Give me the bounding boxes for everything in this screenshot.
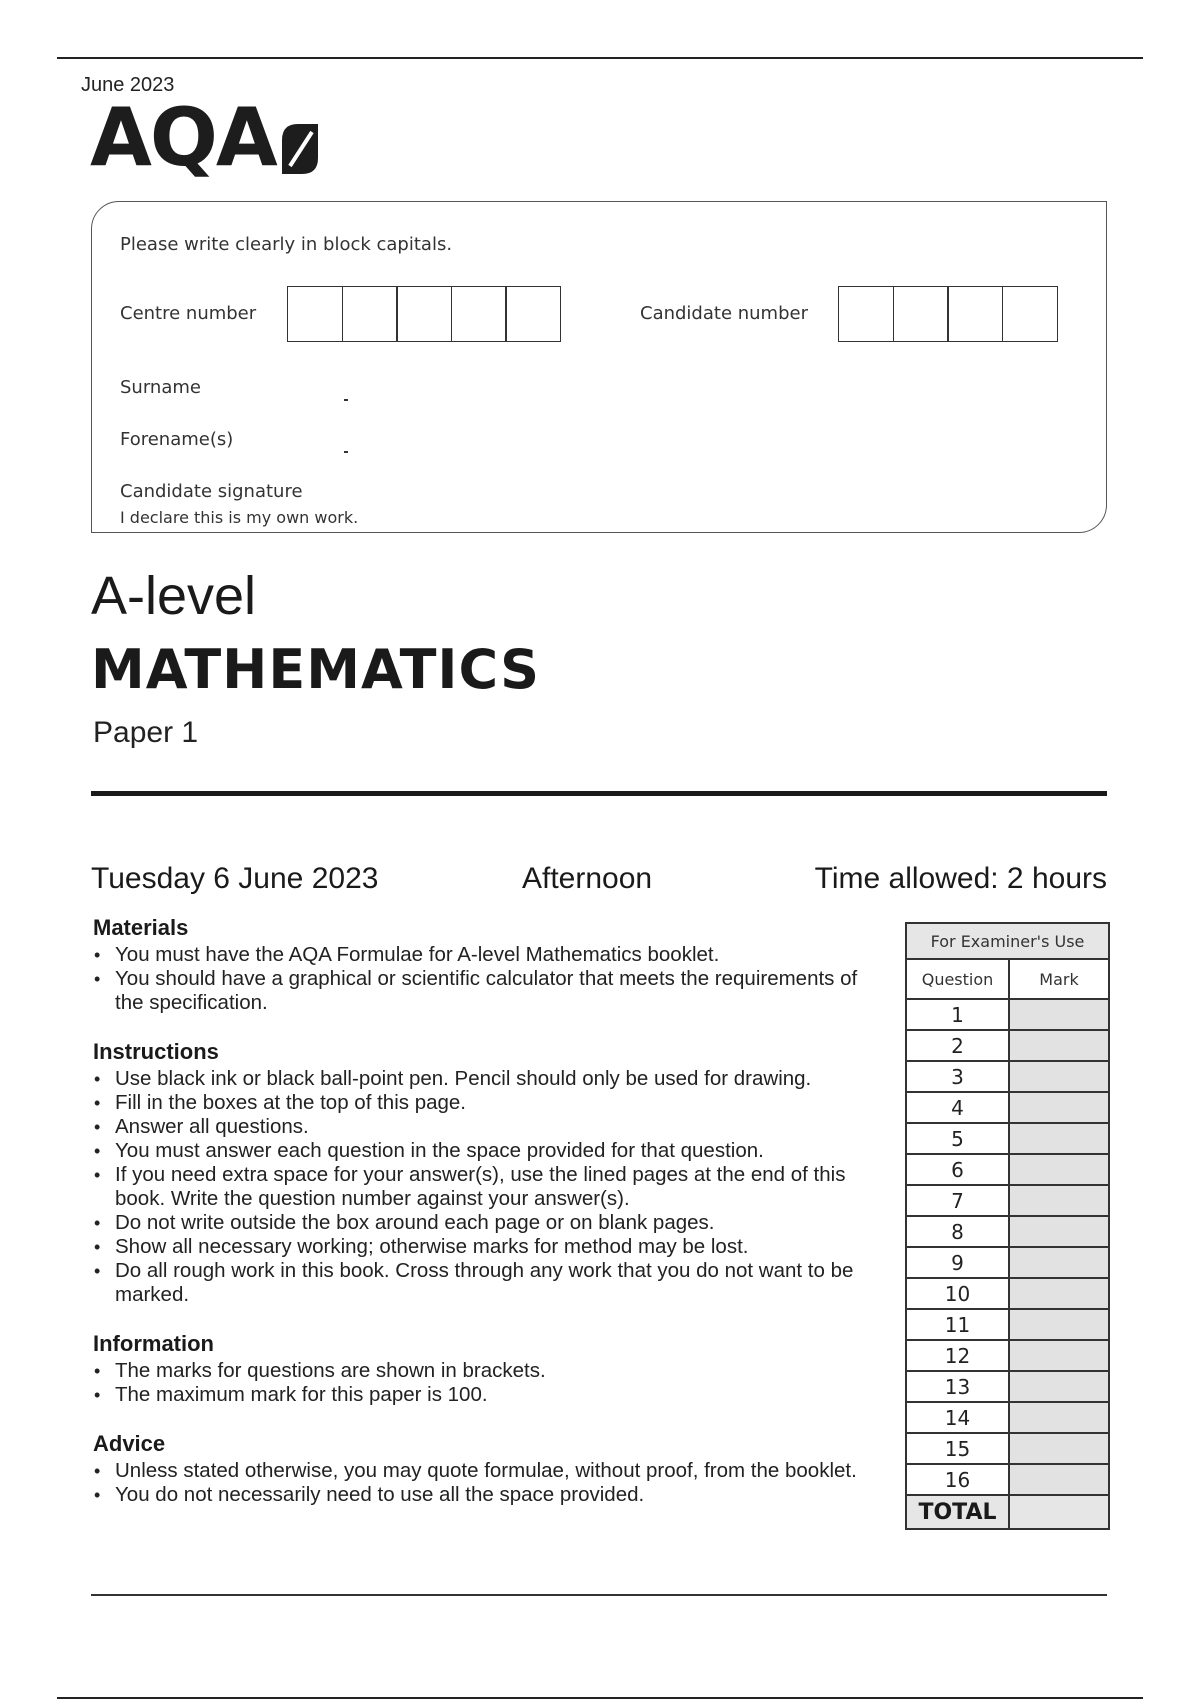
centre-number-boxes[interactable] — [287, 286, 560, 342]
bottom-divider — [91, 1594, 1107, 1596]
list-item: • You should have a graphical or scientific calculator that meets the requirements of the specification. — [91, 967, 891, 1015]
subject-title: MATHEMATICS — [91, 638, 541, 701]
mark-cell — [1009, 1464, 1109, 1495]
mark-cell — [1009, 1216, 1109, 1247]
table-row — [906, 1371, 1109, 1402]
list-item: • Answer all questions. — [91, 1115, 891, 1139]
question-number-cell: 2 — [906, 1030, 1009, 1061]
candidate-digit-box[interactable] — [838, 286, 894, 342]
question-number-cell: 9 — [906, 1247, 1009, 1278]
question-number-cell: 10 — [906, 1278, 1009, 1309]
list-item: • Do all rough work in this book. Cross through any work that you do not want to be marked. — [91, 1259, 891, 1307]
table-row — [906, 1061, 1109, 1092]
materials-section — [91, 915, 891, 1015]
table-row — [906, 1185, 1109, 1216]
question-rows — [906, 999, 1109, 1495]
list-item: • Unless stated otherwise, you may quote formulae, without proof, from the booklet. — [91, 1459, 891, 1483]
total-mark-cell — [1009, 1495, 1109, 1529]
candidate-details-box — [91, 201, 1107, 533]
exam-day: Tuesday 6 June 2023 — [91, 862, 379, 895]
table-row — [906, 1092, 1109, 1123]
surname-field[interactable] — [344, 399, 348, 401]
time-allowed: Time allowed: 2 hours — [814, 862, 1107, 895]
question-number-cell: 15 — [906, 1433, 1009, 1464]
table-row — [906, 1340, 1109, 1371]
exam-session: Afternoon — [522, 862, 653, 895]
list-item: • Show all necessary working; otherwise marks for method may be lost. — [91, 1235, 891, 1259]
list-item: • You must have the AQA Formulae for A-level Mathematics booklet. — [91, 943, 891, 967]
list-item: • Fill in the boxes at the top of this page. — [91, 1091, 891, 1115]
surname-label: Surname — [120, 377, 201, 398]
mark-cell — [1009, 1278, 1109, 1309]
centre-digit-box[interactable] — [342, 286, 398, 342]
exam-date-header: June 2023 — [81, 74, 175, 96]
table-row — [906, 1309, 1109, 1340]
mark-cell — [1009, 999, 1109, 1030]
mark-column-header: Mark — [1009, 959, 1109, 999]
examiner-use-table — [905, 922, 1110, 1530]
mark-cell — [1009, 1030, 1109, 1061]
mark-cell — [1009, 1247, 1109, 1278]
question-number-cell: 1 — [906, 999, 1009, 1030]
centre-digit-box[interactable] — [451, 286, 507, 342]
table-row — [906, 1216, 1109, 1247]
mark-cell — [1009, 1185, 1109, 1216]
total-label: TOTAL — [906, 1495, 1009, 1529]
examiner-table-title: For Examiner's Use — [906, 923, 1109, 959]
materials-heading: Materials — [93, 915, 189, 940]
mark-cell — [1009, 1092, 1109, 1123]
mark-cell — [1009, 1340, 1109, 1371]
question-number-cell: 14 — [906, 1402, 1009, 1433]
question-number-cell: 6 — [906, 1154, 1009, 1185]
instructions-section — [91, 1039, 891, 1307]
question-number-cell: 3 — [906, 1061, 1009, 1092]
title-divider — [91, 791, 1107, 796]
mark-cell — [1009, 1061, 1109, 1092]
page-bottom-rule — [57, 1697, 1143, 1699]
list-item: • The marks for questions are shown in brackets. — [91, 1359, 891, 1383]
mark-cell — [1009, 1154, 1109, 1185]
information-heading: Information — [93, 1331, 214, 1356]
declaration-text: I declare this is my own work. — [120, 508, 359, 527]
list-item: • You do not necessarily need to use all the space provided. — [91, 1483, 891, 1507]
candidate-digit-box[interactable] — [893, 286, 949, 342]
list-item: • If you need extra space for your answer(s), use the lined pages at the end of this book. Write the question number against your answer(s). — [91, 1163, 891, 1211]
top-rule — [57, 57, 1143, 59]
centre-digit-box[interactable] — [396, 286, 452, 342]
table-row — [906, 1154, 1109, 1185]
instructions-heading: Instructions — [93, 1039, 219, 1064]
table-row — [906, 1278, 1109, 1309]
centre-number-label: Centre number — [120, 303, 257, 324]
mark-cell — [1009, 1309, 1109, 1340]
mark-cell — [1009, 1123, 1109, 1154]
candidate-digit-box[interactable] — [947, 286, 1003, 342]
aqa-leaf-icon — [280, 118, 320, 176]
block-capitals-instruction: Please write clearly in block capitals. — [120, 234, 453, 255]
mark-cell — [1009, 1402, 1109, 1433]
aqa-logo — [90, 91, 320, 184]
question-number-cell: 5 — [906, 1123, 1009, 1154]
list-item: • Use black ink or black ball-point pen. Pencil should only be used for drawing. — [91, 1067, 891, 1091]
advice-heading: Advice — [93, 1431, 166, 1456]
paper-number: Paper 1 — [93, 716, 199, 749]
table-row — [906, 1247, 1109, 1278]
information-section — [91, 1331, 891, 1407]
question-column-header: Question — [906, 959, 1009, 999]
question-number-cell: 11 — [906, 1309, 1009, 1340]
table-row — [906, 1402, 1109, 1433]
list-item: • You must answer each question in the space provided for that question. — [91, 1139, 891, 1163]
signature-label: Candidate signature — [120, 481, 303, 502]
candidate-number-boxes[interactable] — [838, 286, 1056, 342]
table-row — [906, 1433, 1109, 1464]
table-row — [906, 1030, 1109, 1061]
question-number-cell: 13 — [906, 1371, 1009, 1402]
question-number-cell: 8 — [906, 1216, 1009, 1247]
instructions-panel — [91, 915, 891, 1531]
centre-digit-box[interactable] — [287, 286, 343, 342]
list-item: • Do not write outside the box around each page or on blank pages. — [91, 1211, 891, 1235]
aqa-logo-text: AQA — [90, 91, 276, 184]
forenames-label: Forename(s) — [120, 429, 234, 450]
table-row — [906, 1123, 1109, 1154]
table-row — [906, 999, 1109, 1030]
question-number-cell: 12 — [906, 1340, 1009, 1371]
forenames-field[interactable] — [344, 451, 348, 453]
mark-cell — [1009, 1433, 1109, 1464]
mark-cell — [1009, 1371, 1109, 1402]
candidate-digit-box[interactable] — [1002, 286, 1058, 342]
centre-digit-box[interactable] — [505, 286, 561, 342]
question-number-cell: 7 — [906, 1185, 1009, 1216]
qualification-level: A-level — [91, 566, 257, 626]
question-number-cell: 16 — [906, 1464, 1009, 1495]
list-item: • The maximum mark for this paper is 100. — [91, 1383, 891, 1407]
candidate-number-label: Candidate number — [640, 303, 808, 324]
advice-section — [91, 1431, 891, 1507]
table-row — [906, 1464, 1109, 1495]
question-number-cell: 4 — [906, 1092, 1009, 1123]
